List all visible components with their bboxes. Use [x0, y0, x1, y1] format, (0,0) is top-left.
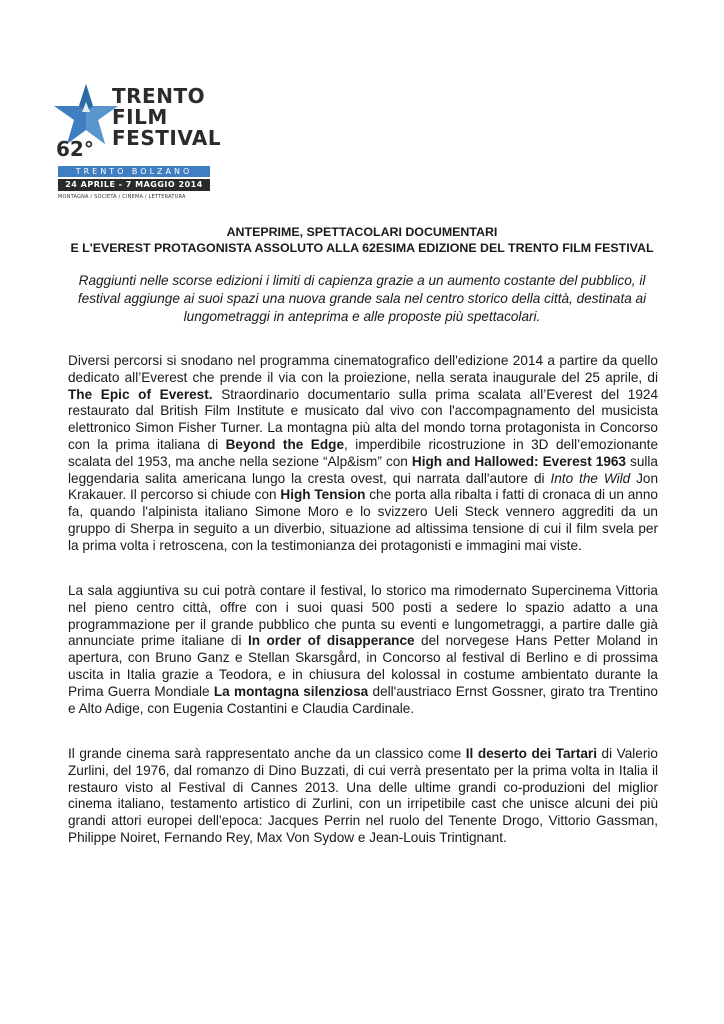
film-title-la-montagna-silenziosa: La montagna silenziosa	[213, 683, 369, 699]
body-paragraph-2	[68, 583, 658, 717]
paragraph-text: Jon Krakauer. Il percorso si chiude con	[68, 470, 658, 503]
film-title-in-order-of-disappearance: In order of disapperance	[247, 633, 415, 649]
film-title-into-the-wild: Into the Wild	[550, 470, 631, 486]
logo-tagline: MONTAGNA / SOCIETÀ / CINEMA / LETTERATURA	[58, 194, 186, 200]
paragraph-text: , imperdibile ricostruzione in 3D dell’emozionante scalata del 1953, ma anche nella sezione “Alp&ism” con	[68, 436, 659, 469]
film-title-high-and-hallowed: High and Hallowed: Everest 1963	[411, 453, 626, 469]
press-release-title	[40, 224, 684, 256]
logo-edition: 62°	[56, 137, 94, 161]
paragraph-text: Il grande cinema sarà rappresentato anche da un classico come	[68, 746, 466, 761]
body-paragraph-3	[68, 746, 658, 847]
paragraph-text: del norvegese Hans Petter Moland in apertura, con Bruno Ganz e Stellan Skarsgård, in Concorso al festival di Berlino e di prossima uscita in Italia grazie a Teodora, e in chiusura del kolossal in costume ambientato durante la Prima Guerra Mondiale	[68, 633, 658, 699]
paragraph-text: di Valerio Zurlini, del 1976, dal romanzo di Dino Buzzati, di cui verrà presentato per la prima volta in Italia il restauro visto al Festival di Cannes 2013. Una delle ultime grandi co-produzioni del miglior cinema italiano, testamento artistico di Zurlini, con un irripetibile cast che unisce alcuni dei più grandi attori europei dell'epoca: Jacques Perrin nel ruolo del Tenente Drogo, Vittorio Gassman, Philippe Noiret, Fernando Rey, Max Von Sydow e Jean-Louis Trintignant.	[68, 746, 658, 845]
festival-logo	[52, 82, 222, 212]
logo-dates-band: 24 APRILE - 7 MAGGIO 2014	[58, 179, 210, 191]
logo-wordmark	[112, 86, 221, 149]
logo-line-trento: TRENTO	[112, 84, 206, 108]
title-line-1: ANTEPRIME, SPETTACOLARI DOCUMENTARI	[226, 225, 498, 239]
body-paragraph-1	[68, 353, 658, 555]
paragraph-text: La sala aggiuntiva su cui potrà contare il festival, lo storico ma rimodernato Supercinema Vittoria nel pieno centro città, offre con i suoi quasi 500 posti a sedere lo spazio adatto a una programmazione per il grande pubblico che punta su eventi e lungometraggi, a partire dalle già annunciate prime italiane di	[68, 583, 658, 649]
press-release-subtitle: Raggiunti nelle scorse edizioni i limiti di capienza grazie a un aumento costante del pubblico, il festival aggiunge ai suoi spazi una nuova grande sala nel centro storico della città, destinata ai lungometraggi in anteprima e alle proposte più spettacolari.	[77, 273, 647, 324]
paragraph-text: dell'austriaco Ernst Gossner, girato tra Trentino e Alto Adige, con Eugenia Costantini e Claudia Cardinale.	[68, 683, 658, 716]
logo-line-festival: FESTIVAL	[112, 126, 222, 150]
film-title-high-tension: High Tension	[280, 487, 366, 503]
paragraph-text: che porta alla ribalta i fatti di cronaca di un anno fa, quando l'alpinista italiano Simone Moro e lo svizzero Ueli Steck vennero aggrediti da un gruppo di Sherpa in seguito a un diverbio, situazione ad altissima tensione di cui il film svela per la prima volta i retroscena, con la testimonianza dei protagonisti e immagini mai viste.	[68, 487, 658, 553]
film-title-il-deserto-dei-tartari: Il deserto dei Tartari	[465, 746, 597, 761]
logo-line-film: FILM	[112, 105, 168, 129]
film-title-epic-of-everest: The Epic of Everest.	[68, 386, 213, 402]
paragraph-text: Diversi percorsi si snodano nel programma cinematografico dell'edizione 2014 a partire da quello dedicato all’Everest che prende il via con la proiezione, nella serata inaugurale del 25 aprile, di	[68, 353, 658, 385]
logo-cities-band: TRENTO BOLZANO	[58, 166, 210, 177]
title-line-2: E L'EVEREST PROTAGONISTA ASSOLUTO ALLA 62ESIMA EDIZIONE DEL TRENTO FILM FESTIVAL	[70, 241, 654, 255]
film-title-beyond-the-edge: Beyond the Edge	[225, 436, 345, 452]
paragraph-text: sulla leggendaria salita americana lungo la cresta ovest, qui narrata dall'autore di	[68, 453, 658, 486]
paragraph-text: Straordinario documentario sulla prima scalata all’Everest del 1924 restaurato dal British Film Institute e musicato dal vivo con l'accompagnamento del musicista elettronico Simon Fisher Turner. La montagna più alta del mondo torna protagonista in Concorso con la prima italiana di	[68, 386, 659, 452]
